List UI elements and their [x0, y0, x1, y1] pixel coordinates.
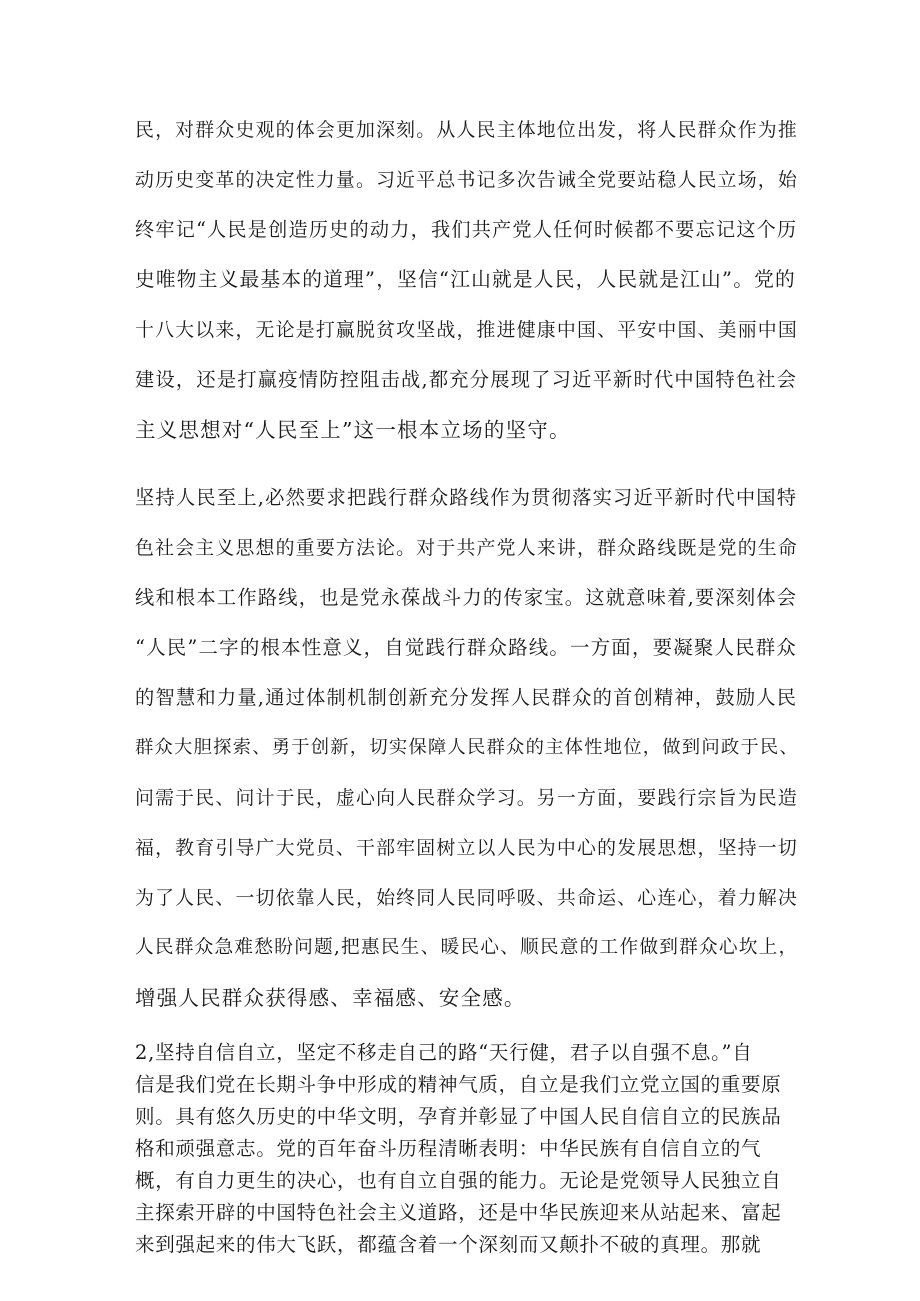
text-line: 终牢记“人民是创造历史的动力，我们共产党人任何时候都不要忘记这个历 [135, 218, 798, 241]
text-line: 为了人民、一切依靠人民，始终同人民同呼吸、共命运、心连心，着力解决 [135, 887, 798, 909]
text-line: 主义思想对“人民至上”这一根本立场的坚守。 [135, 418, 571, 442]
text-line: 色社会主义思想的重要方法论。对于共产党人来讲，群众路线既是党的生命 [135, 537, 798, 559]
text-line: 问需于民、问计于民，虚心向人民群众学习。另一方面，要践行宗旨为民造 [135, 787, 798, 809]
text-line: 概，有自力更生的决心，也有自立自强的能力。无论是党领导人民独立自 [135, 1169, 782, 1192]
text-line: 史唯物主义最基本的道理”，坚信“江山就是人民，人民就是江山”。党的 [135, 268, 796, 291]
text-line: 十八大以来，无论是打赢脱贫攻坚战，推进健康中国、平安中国、美丽中国 [135, 319, 798, 341]
text-line: 信是我们党在长期斗争中形成的精神气质，自立是我们立党立国的重要原 [135, 1073, 782, 1096]
text-line: “人民”二字的根本性意义，自觉践行群众路线。一方面，要凝聚人民群众 [135, 636, 798, 659]
text-line: 动历史变革的决定性力量。习近平总书记多次告诫全党要站稳人民立场，始 [135, 169, 798, 191]
text-line: 格和顽强意志。党的百年奋斗历程清晰表明：中华民族有自信自立的气 [135, 1137, 762, 1160]
text-line: 主探索开辟的中国特色社会主义道路，还是中华民族迎来从站起来、富起 [135, 1201, 782, 1224]
text-line: 来到强起来的伟大飞跃，都蕴含着一个深刻而又颠扑不破的真理。那就 [135, 1233, 762, 1256]
text-line: 福，教育引导广大党员、干部牢固树立以人民为中心的发展思想，坚持一切 [135, 837, 798, 859]
text-line: 2,坚持自信自立，坚定不移走自己的路“天行健，君子以自强不息。”自 [135, 1041, 753, 1064]
text-line: 则。具有悠久历史的中华文明，孕育并彰显了中国人民自信自立的民族品 [135, 1105, 782, 1128]
text-line: 线和根本工作路线，也是党永葆战斗力的传家宝。这就意味着,要深刻体会 [135, 586, 798, 609]
text-line: 坚持人民至上,必然要求把践行群众路线作为贯彻落实习近平新时代中国特 [135, 486, 798, 509]
text-line: 人民群众急难愁盼问题,把惠民生、暖民心、顺民意的工作做到群众心坎上， [135, 937, 799, 958]
text-line: 的智慧和力量,通过体制机制创新充分发挥人民群众的首创精神，鼓励人民 [135, 686, 798, 709]
text-line: 民，对群众史观的体会更加深刻。从人民主体地位出发，将人民群众作为推 [135, 119, 798, 141]
text-line: 群众大胆探索、勇于创新，切实保障人民群众的主体性地位，做到问政于民、 [135, 737, 799, 758]
text-line: 增强人民群众获得感、幸福感、安全感。 [135, 986, 526, 1010]
text-line: 建设，还是打赢疫情防控阻击战,都充分展现了习近平新时代中国特色社会 [135, 368, 798, 391]
